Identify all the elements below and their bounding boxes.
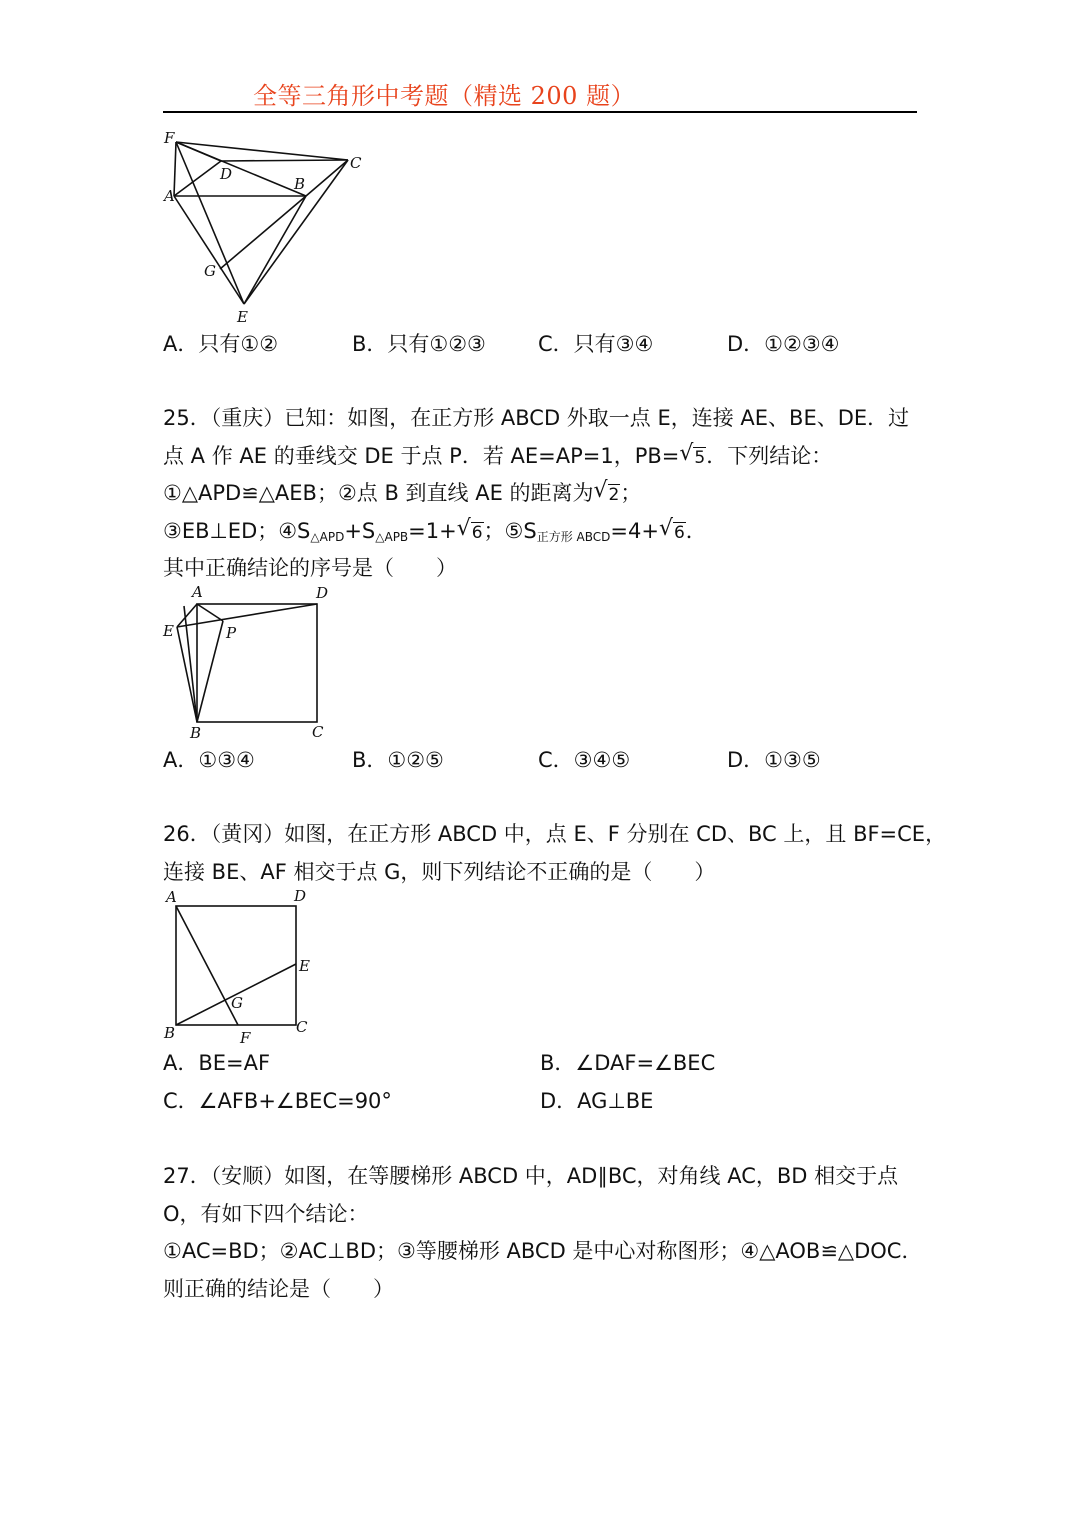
segment-fc bbox=[176, 142, 348, 160]
q25-line-1: 25．（重庆）已知：如图，在正方形 ABCD 外取一点 E，连接 AE、BE、DE．过 bbox=[163, 406, 910, 430]
segment-gb bbox=[220, 196, 306, 269]
q27-line-4: 则正确的结论是（ ） bbox=[163, 1277, 394, 1301]
label-c: C bbox=[312, 723, 324, 741]
q27-line-3: ①AC=BD；②AC⊥BD；③等腰梯形 ABCD 是中心对称图形；④△AOB≌△DOC． bbox=[163, 1239, 923, 1263]
label-b: B bbox=[164, 1024, 176, 1042]
square-abcd bbox=[197, 604, 317, 722]
sqrt-5: √ 5 bbox=[679, 441, 706, 468]
header-divider bbox=[163, 111, 917, 113]
q25-option-b[interactable]: B．①②⑤ bbox=[352, 748, 444, 772]
label-g: G bbox=[204, 262, 216, 280]
segment-ed bbox=[177, 604, 317, 627]
q25-option-a[interactable]: A．①③④ bbox=[163, 748, 255, 772]
segment-ad bbox=[174, 161, 221, 196]
q24-option-a[interactable]: A．只有①② bbox=[163, 332, 279, 356]
sqrt-6-b: √ 6 bbox=[658, 516, 685, 543]
label-c: C bbox=[296, 1018, 308, 1036]
label-f: F bbox=[164, 129, 175, 147]
segment-eb bbox=[177, 627, 197, 722]
segment-bc bbox=[306, 160, 348, 196]
label-e: E bbox=[163, 622, 174, 640]
q26-option-a[interactable]: A．BE=AF bbox=[163, 1051, 271, 1075]
segment-ae bbox=[174, 196, 244, 304]
q24-option-c[interactable]: C．只有③④ bbox=[538, 332, 654, 356]
q24-option-d[interactable]: D．①②③④ bbox=[727, 332, 840, 356]
label-c: C bbox=[350, 154, 362, 172]
label-a: A bbox=[166, 888, 177, 906]
q25-line-5: 其中正确结论的序号是（ ） bbox=[163, 556, 457, 580]
q25-line-3: ①△APD≌△AEB；②点 B 到直线 AE 的距离为 √ 2； bbox=[163, 478, 641, 510]
segment-af bbox=[176, 906, 238, 1025]
page-header-title: 全等三角形中考题（精选 200 题） bbox=[253, 82, 636, 110]
q26-line-2: 连接 BE、AF 相交于点 G，则下列结论不正确的是（ ） bbox=[163, 860, 716, 884]
segment-be bbox=[244, 196, 306, 304]
label-g: G bbox=[231, 994, 243, 1012]
q24-figure bbox=[160, 126, 370, 330]
label-p: P bbox=[226, 624, 237, 642]
label-b: B bbox=[190, 724, 202, 742]
sqrt-2: √ 2 bbox=[593, 478, 620, 505]
q25-line-4: ③EB⊥ED；$④S_{\triangle APD}+S_{\triangle APB}=1+$ √ 6；$⑤S_{正方形 ABCD}=4+$ √ 6． bbox=[163, 516, 707, 552]
q25-figure bbox=[160, 582, 340, 746]
label-d: D bbox=[294, 887, 307, 905]
label-a: A bbox=[164, 187, 175, 205]
sqrt-6-a: √ 6 bbox=[456, 516, 483, 543]
segment-dc bbox=[221, 160, 348, 161]
segment-ap bbox=[197, 604, 223, 621]
label-e: E bbox=[299, 957, 310, 975]
q27-line-1: 27．（安顺）如图，在等腰梯形 ABCD 中，AD∥BC，对角线 AC，BD 相交于点 bbox=[163, 1164, 899, 1188]
q24-option-b[interactable]: B．只有①②③ bbox=[352, 332, 486, 356]
q26-option-b[interactable]: B．∠DAF=∠BEC bbox=[540, 1051, 716, 1075]
segment-pb bbox=[197, 621, 223, 722]
q25-option-c[interactable]: C．③④⑤ bbox=[538, 748, 631, 772]
q26-line-1: 26．（黄冈）如图，在正方形 ABCD 中，点 E、F 分别在 CD、BC 上，且 BF=CE， bbox=[163, 822, 947, 846]
label-e: E bbox=[237, 308, 248, 326]
q25-option-d[interactable]: D．①③⑤ bbox=[727, 748, 821, 772]
label-a: A bbox=[192, 583, 203, 601]
label-d: D bbox=[316, 584, 329, 602]
label-f: F bbox=[240, 1029, 251, 1046]
q25-line-2: 点 A 作 AE 的垂线交 DE 于点 P．若 AE=AP=1，PB= √ 5．下列结论： bbox=[163, 441, 832, 473]
label-b: B bbox=[294, 175, 306, 193]
q26-option-d[interactable]: D．AG⊥BE bbox=[540, 1089, 654, 1113]
q26-option-c[interactable]: C．∠AFB+∠BEC=90° bbox=[163, 1089, 392, 1113]
q26-figure bbox=[160, 886, 340, 1050]
label-d: D bbox=[220, 165, 233, 183]
q27-line-2: O，有如下四个结论： bbox=[163, 1202, 369, 1226]
